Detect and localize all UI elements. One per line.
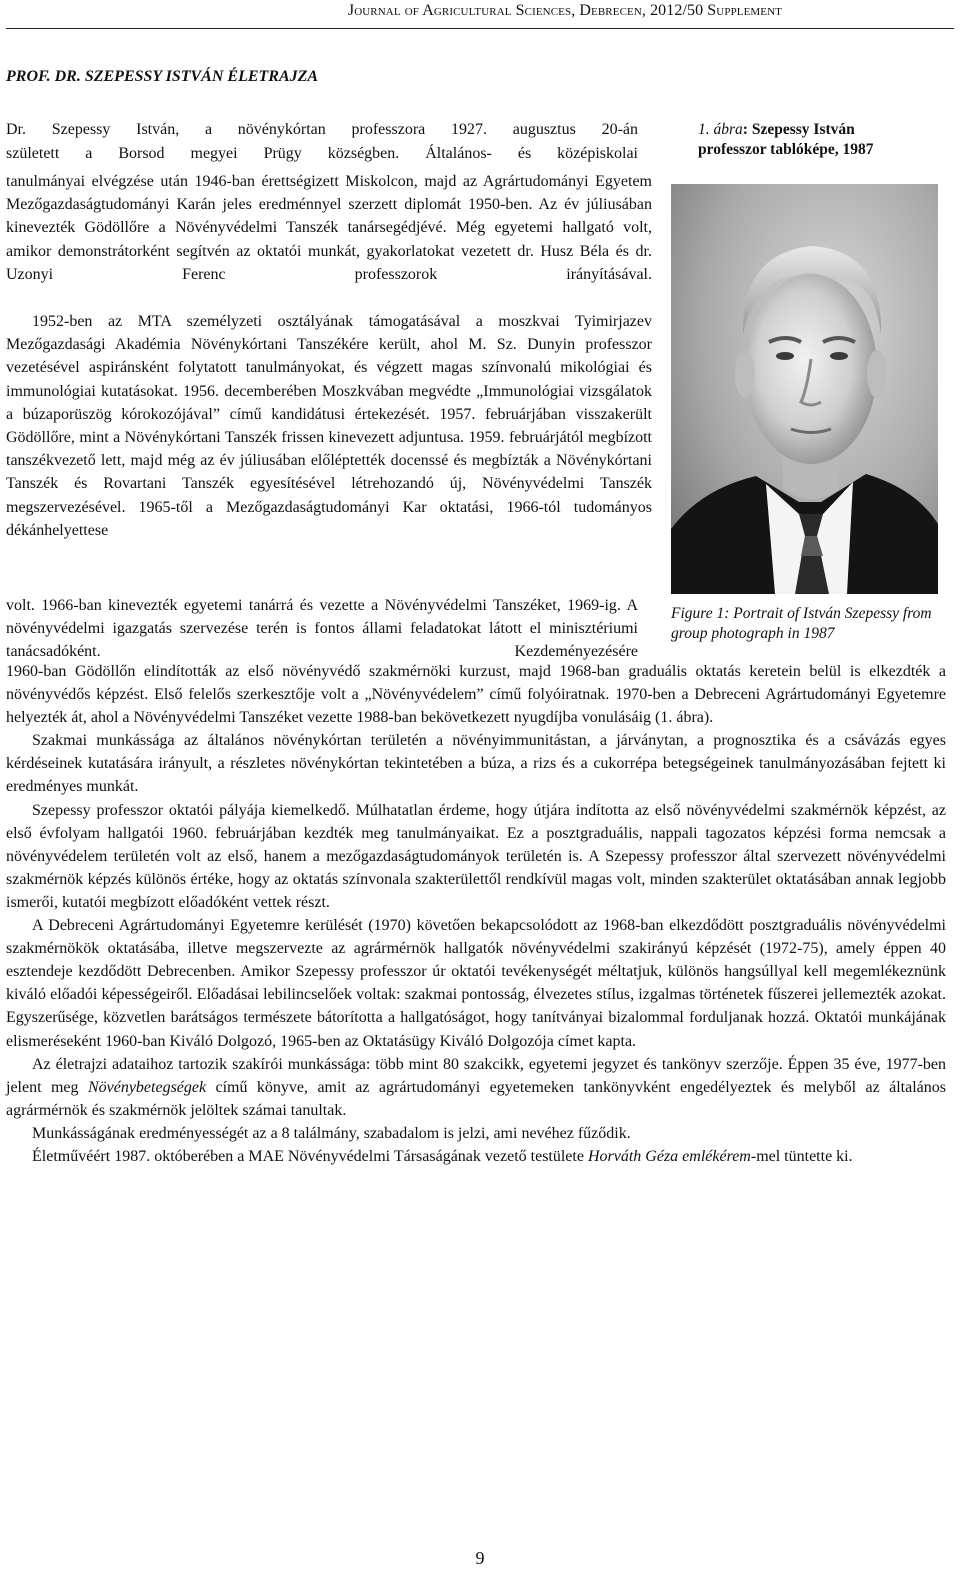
body-text bbox=[6, 660, 946, 1168]
column-paragraph-3: volt. 1966-ban kinevezték egyetemi tanárrá és vezette a Növényvédelmi Tanszéket, 1969-ig. A növényvédelmi igazgatás szervezése terén is fontos állami feladatokat látott el minisztériumi tanácsadóként. Kezdeményezésére bbox=[6, 597, 638, 661]
award-name: Horváth Géza emlékérem bbox=[587, 1147, 751, 1165]
column-line-1: Dr. Szepessy István, a növénykórtan professzora 1927. augusztus 20-án bbox=[6, 121, 638, 138]
document-title: PROF. DR. SZEPESSY ISTVÁN ÉLETRAJZA bbox=[6, 68, 319, 85]
book-title: Növénybetegségek bbox=[87, 1078, 207, 1096]
figure-label: 1. ábra bbox=[698, 121, 743, 138]
body-paragraph bbox=[6, 1145, 946, 1168]
figure-caption-en: Figure 1: Portrait of István Szepessy from group photograph in 1987 bbox=[671, 605, 932, 642]
body-text-run: című könyve, amit az agrártudományi egyetemeken tankönyvként engedélyeztek és melyből az általános agrármérnök és szakmérnök jelöltek számai tanultak. bbox=[6, 1078, 947, 1119]
column-paragraph-2: 1952-ben az MTA személyzeti osztályának támogatásával a moszkvai Tyimirjazev Mezőgazdasági Akadémia Növénykórtani Tanszékére került, ahol M. Sz. Dunyin professzor vezetésével aspiránsként folytatott tanulmányokat, és végzett magas színvonalú mikológiai és immunológiai kutatásokat. 1956. decemberében Moszkvában megvédte „Immunológiai vizsgálatok a búzaporüszög kórokozójával” című kandidátusi értekezését. 1957. februárjában visszakerült Gödöllőre, mint a Növénykórtani Tanszék frissen kinevezett adjuntusa. 1959. februárjától megbízott tanszékvezető lett, majd még az év júliusában előléptették docenssé és megbízták a Növénykórtani Tanszék és Rovartani Tanszék egyesítésével létrehozandó új, Növényvédelmi Tanszék megszervezésével. 1965-től a Mezőgazdaságtudományi Kar oktatási, 1966-tól tudományos dékánhelyettese bbox=[6, 313, 652, 539]
column-line-2: született a Borsod megyei Prügy községben. Általános- és középiskolai bbox=[6, 145, 638, 162]
column-paragraph-1: tanulmányai elvégzése után 1946-ban érettségizett Miskolcon, majd az Agrártudományi Egyetem Mezőgazdaságtudományi Karán jeles eredménnyel szerzett diplomát 1950-ben. Az év júliusában kinevezték Gödöllőre a Növényvédelmi Tanszék tanársegédjévé. Még egyetemi hallgató volt, amikor demonstrátorként segítvén az oktatói munkát, gyakorlatokat vezetett dr. Husz Béla és dr. Uzonyi Ferenc professzorok irányításával. bbox=[6, 173, 652, 283]
body-paragraph: Szepessy professzor oktatói pályája kiemelkedő. Múlhatatlan érdeme, hogy útjára indította az első növényvédelmi szakmérnök képzést, az első évfolyam hallgatói 1960. februárjában kezdték meg tanulmányaikat. Ez a posztgraduális, nappali tagozatos képzési forma nemcsak a növényvédelem területén volt az első, hanem a mezőgazdaságtudományok területén is. A Szepessy professzor által szervezett növényvédelmi szakmérnök képzés különös értéke, hogy az oktatás színvonala szakterülettől rendkívül magas volt, minden szakterület oktatásában annak legjobb ismerői, kutatói megbízott előadóként vettek részt. bbox=[6, 801, 946, 911]
figure-caption-hu-text: Szepessy István professzor tablóképe, 1987 bbox=[698, 121, 874, 158]
header-rule bbox=[6, 28, 954, 29]
body-paragraph: Munkásságának eredményességét az a 8 találmány, szabadalom is jelzi, ami nevéhez fűződik. bbox=[32, 1124, 631, 1142]
figure-1 bbox=[668, 120, 958, 642]
body-paragraph bbox=[6, 1053, 946, 1122]
body-paragraph: A Debreceni Agrártudományi Egyetemre kerülését (1970) követően bekapcsolódott az 1968-ban elkezdődött posztgraduális növényvédelmi szakmérnökök oktatásába, illetve megszervezte az agrármérnök hallgatók növényvédelmi szakirányú képzését (1972-75), amely éppen 40 esztendeje kezdődött Debrecenben. Amikor Szepessy professzor úr oktatói tevékenységét méltatjuk, különös hangsúllyal kell megemlékeznünk kiváló előadói képességeiről. Előadásai lebilincselőek voltak: szakmai pontosság, élvezetes stílus, izgalmas történetek fűszerei jellemezték azokat. Egyszerűsége, közvetlen barátságos természete bátorította a hallgatóságot, hogy tanítványai bizalommal forduljanak hozzá. Oktatói munkájának elismeréseként 1960-ban Kiváló Dolgozó, 1965-ben az Oktatásügy Kiváló Dolgozója címet kapta. bbox=[6, 917, 946, 1050]
figure-caption-hu: 1. ábra: Szepessy István professzor tablóképe, 1987 bbox=[698, 121, 874, 158]
body-text-run: Az életrajzi adataihoz tartozik szakírói munkássága: több mint 80 szakcikk, egyetemi jegyzet és tankönyv szerzője. Éppen 35 éve, 1977-ben jelent meg bbox=[6, 1055, 946, 1096]
body-paragraph: Szakmai munkássága az általános növénykórtan területén a növényimmunitástan, a járványtan, a prognosztika és a csávázás egyes kérdéseinek kutatására irányult, a részletes növénykórtan tekintetében a búza, a rizs és a cukorrépa betegségeinek tanulmányozásában fejtett ki eredményes munkát. bbox=[6, 732, 946, 796]
page-number: 9 bbox=[475, 1548, 485, 1568]
portrait-photo bbox=[671, 184, 938, 594]
body-text-run: -mel tüntette ki. bbox=[750, 1147, 853, 1165]
body-text-run: Életművéért 1987. októberében a MAE Növényvédelmi Társaságának vezető testülete bbox=[32, 1147, 588, 1165]
running-head: Journal of Agricultural Sciences, Debrecen, 2012/50 Supplement bbox=[347, 2, 782, 19]
body-paragraph: 1960-ban Gödöllőn elindították az első növényvédő szakmérnöki kurzust, majd 1968-ban graduális oktatás keretein belül is elkezdték a növényvédős képzést. Első felelős szerkesztője volt a „Növényvédelem” című folyóiratnak. 1970-ben a Debreceni Agrártudományi Egyetemre helyezték át, ahol a Növényvédelmi Tanszéket vezette 1988-ban bekövetkezett nyugdíjba vonulásáig (1. ábra). bbox=[6, 663, 946, 727]
